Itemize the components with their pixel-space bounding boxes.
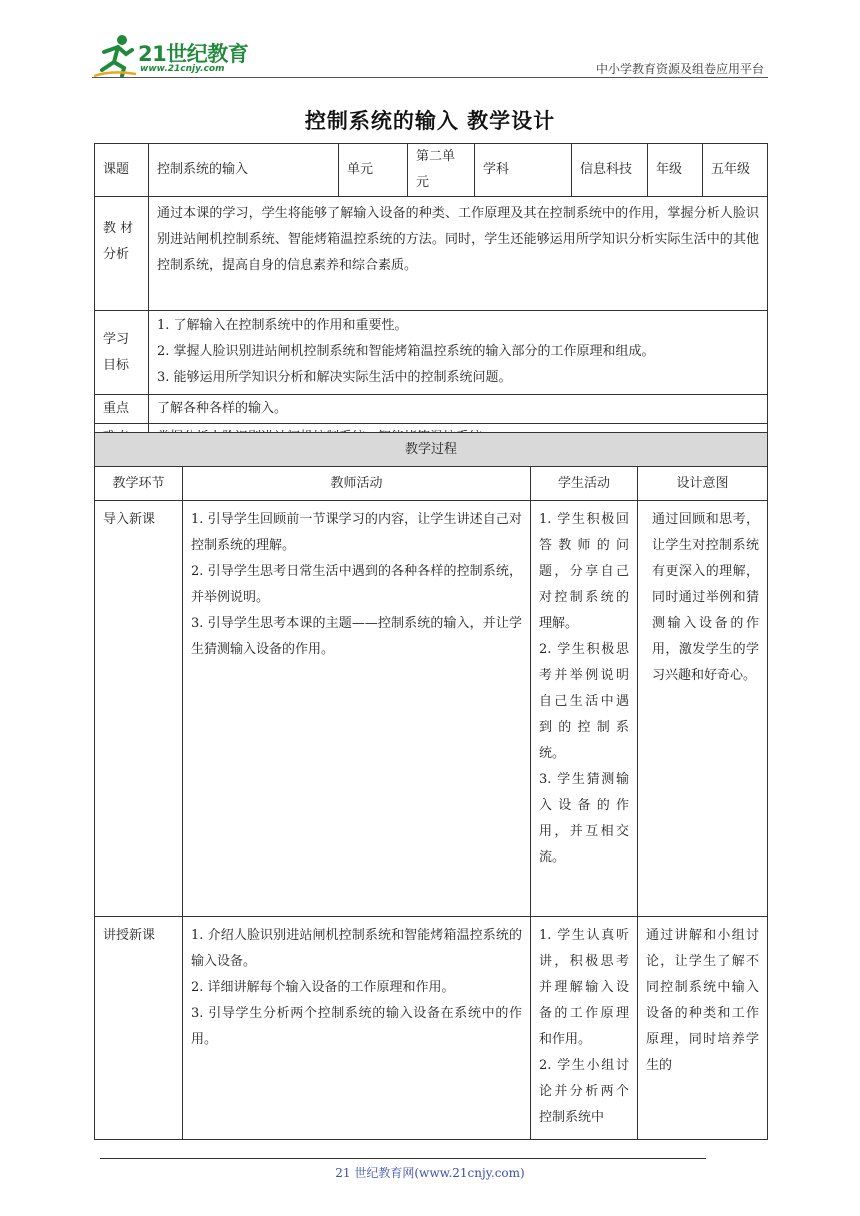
table-row (95, 917, 768, 1140)
course-label: 课题 (95, 144, 149, 197)
analysis-label-line1: 教 材 (103, 220, 134, 236)
teacher-activity-cell (183, 917, 531, 1140)
teacher-activity-item: 2. 详细讲解每个输入设备的工作原理和作用。 (191, 980, 455, 995)
course-value: 控制系统的输入 (149, 144, 339, 197)
student-activity-item: 1. 学生认真听讲，积极思考并理解输入设备的工作原理和作用。 (539, 928, 629, 1047)
grade-value: 五年级 (703, 144, 768, 197)
stage-cell: 讲授新课 (95, 917, 183, 1140)
key-point-text: 了解各种各样的输入。 (149, 395, 768, 424)
runner-logo-icon (92, 32, 138, 78)
student-activity-item: 2. 学生积极思考并举例说明自己生活中遇到的控制系统。 (539, 642, 629, 761)
column-header-intent: 设计意图 (638, 467, 768, 501)
student-activity-cell (531, 917, 638, 1140)
column-header-teacher: 教师活动 (183, 467, 531, 501)
teacher-activity-item: 2. 引导学生思考日常生活中遇到的各种各样的控制系统，并举例说明。 (191, 564, 522, 605)
goal-item: 2. 掌握人脸识别进站闸机控制系统和智能烤箱温控系统的输入部分的工作原理和组成。 (157, 344, 655, 359)
student-activity-item: 3. 学生猜测输入设备的作用，并互相交流。 (539, 772, 629, 865)
table-row (95, 501, 768, 917)
student-activity-item: 1. 学生积极回答教师的问题，分享自己对控制系统的理解。 (539, 512, 629, 631)
stage-cell: 导入新课 (95, 501, 183, 917)
logo-url: www.21cnjy.com (140, 64, 225, 74)
student-activity-cell (531, 501, 638, 917)
goals-label (95, 311, 149, 395)
teacher-activity-item: 1. 介绍人脸识别进站闸机控制系统和智能烤箱温控系统的输入设备。 (191, 928, 522, 969)
page-footer: 21 世纪教育网(www.21cnjy.com) (335, 1166, 525, 1180)
key-point-label: 重点 (95, 395, 149, 424)
footer-divider (100, 1158, 706, 1159)
grade-label: 年级 (648, 144, 703, 197)
teaching-process-table (94, 432, 768, 1140)
subject-value: 信息科技 (572, 144, 648, 197)
unit-value: 第二单元 (408, 144, 475, 197)
teacher-activity-item: 3. 引导学生分析两个控制系统的输入设备在系统中的作用。 (191, 1006, 522, 1047)
page-header (92, 30, 768, 80)
analysis-text: 通过本课的学习，学生将能够了解输入设备的种类、工作原理及其在控制系统中的作用，掌握分析人脸识别进站闸机控制系统、智能烤箱温控系统的方法。同时，学生还能够运用所学知识分析实际生活中的其他控制系统，提高自身的信息素养和综合素质。 (149, 197, 768, 311)
header-divider (92, 77, 768, 78)
design-intent-cell: 通过讲解和小组讨论，让学生了解不同控制系统中输入设备的种类和工作原理，同时培养学生的 (638, 917, 768, 1140)
process-heading: 教学过程 (95, 433, 768, 467)
teacher-activity-cell (183, 501, 531, 917)
goals-list (149, 311, 768, 395)
teacher-activity-item: 1. 引导学生回顾前一节课学习的内容，让学生讲述自己对控制系统的理解。 (191, 512, 522, 553)
analysis-label-line2: 分析 (103, 246, 130, 262)
goal-item: 1. 了解输入在控制系统中的作用和重要性。 (157, 318, 408, 333)
goals-label-line2: 目标 (103, 357, 130, 373)
teacher-activity-item: 3. 引导学生思考本课的主题——控制系统的输入，并让学生猜测输入设备的作用。 (191, 616, 522, 657)
column-header-stage: 教学环节 (95, 467, 183, 501)
column-header-student: 学生活动 (531, 467, 638, 501)
goals-label-line1: 学习 (103, 331, 130, 347)
site-logo (92, 30, 272, 80)
student-activity-item: 2. 学生小组讨论并分析两个控制系统中 (539, 1058, 629, 1125)
analysis-label (95, 197, 149, 311)
platform-name: 中小学教育资源及组卷应用平台 (595, 62, 764, 76)
design-intent-cell: 通过回顾和思考，让学生对控制系统有更深入的理解，同时通过举例和猜测输入设备的作用，激发学生的学习兴趣和好奇心。 (638, 501, 768, 917)
document-title: 控制系统的输入 教学设计 (304, 108, 556, 133)
logo-text: 21世纪教育 (138, 42, 249, 66)
unit-label: 单元 (339, 144, 408, 197)
goal-item: 3. 能够运用所学知识分析和解决实际生活中的控制系统问题。 (157, 370, 512, 385)
subject-label: 学科 (475, 144, 572, 197)
lesson-info-table (94, 143, 768, 453)
